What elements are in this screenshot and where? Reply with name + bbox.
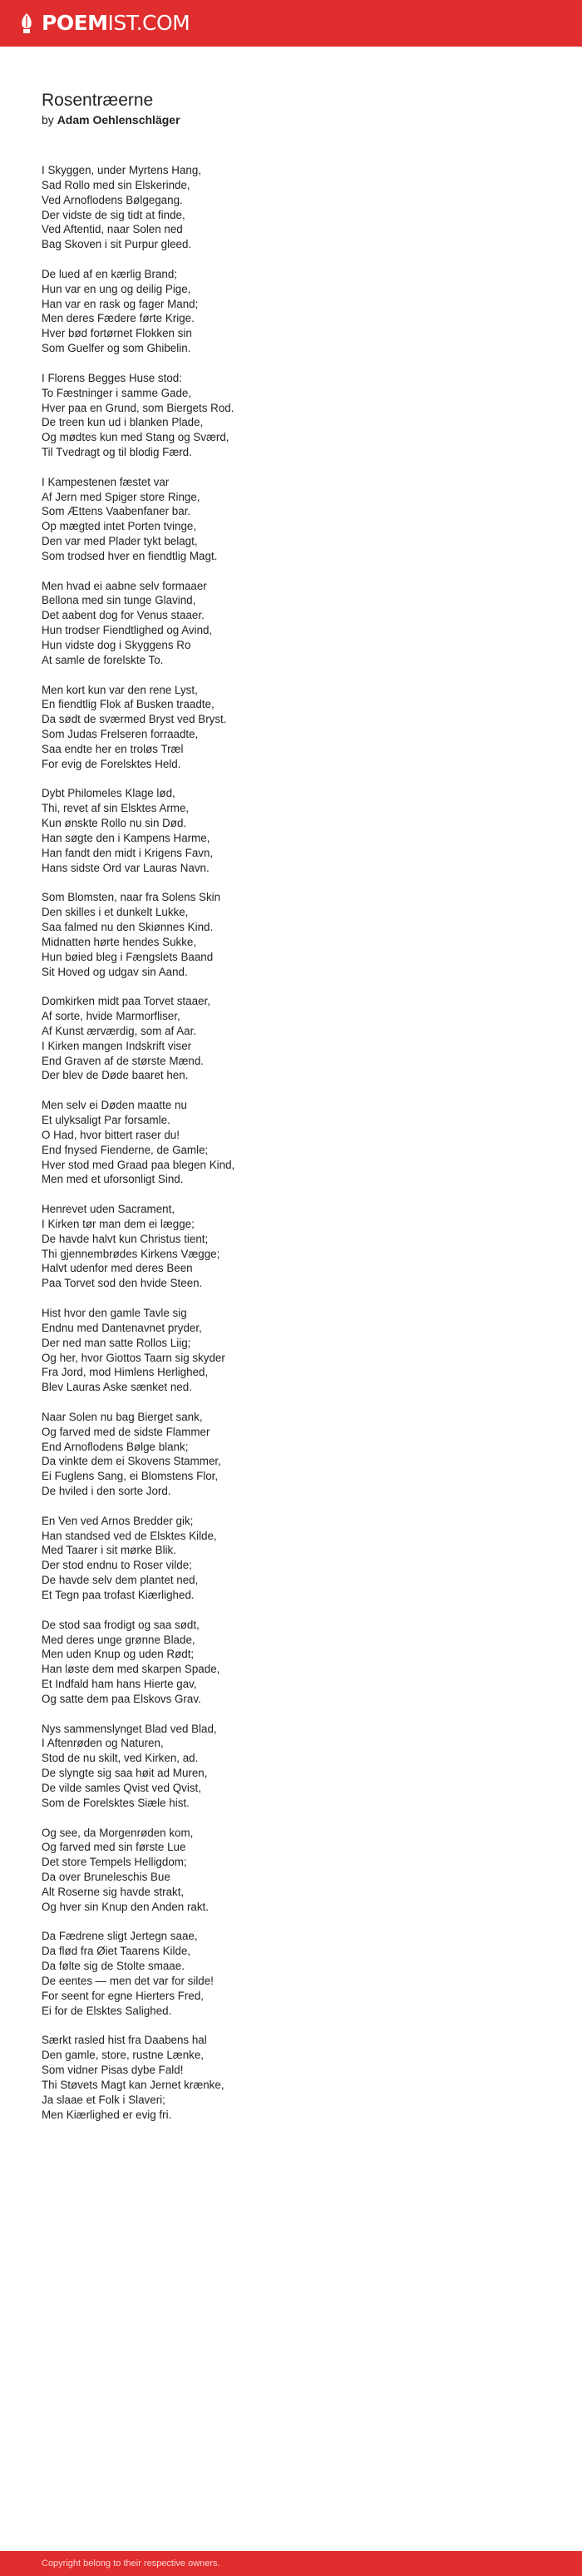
poem-line: En fiendtlig Flok af Busken traadte, xyxy=(42,698,215,711)
poem-line: Ja slaae et Folk i Slaveri; xyxy=(42,2093,165,2106)
poem-line: Saa falmed nu den Skiønnes Kind. xyxy=(42,921,214,934)
poem-line: Hver stod med Graad paa blegen Kind, xyxy=(42,1158,235,1171)
poem-line: Halvt udenfor med deres Been xyxy=(42,1262,193,1275)
poem-line: De hviled i den sorte Jord. xyxy=(42,1485,171,1498)
poem-line: De lued af en kærlig Brand; xyxy=(42,267,178,280)
poem-line: Han fandt den midt i Krigens Favn, xyxy=(42,846,214,859)
poem-line: Der vidste de sig tidt at finde, xyxy=(42,208,185,221)
stanza xyxy=(42,1410,540,1499)
poem-line: Som de Forelsktes Siæle hist. xyxy=(42,1796,190,1809)
quill-pen-icon xyxy=(18,12,35,34)
poem-line: Sit Hoved og udgav sin Aand. xyxy=(42,965,188,978)
poem-line: De eentes — men det var for silde! xyxy=(42,1974,214,1987)
poem-line: Til Tvedragt og til blodig Færd. xyxy=(42,446,192,459)
poem-line: Med deres unge grønne Blade, xyxy=(42,1633,195,1646)
poem-line: Thi, revet af sin Elsktes Arme, xyxy=(42,802,190,815)
poem-line: Endnu med Dantenavnet pryder, xyxy=(42,1321,202,1334)
poem-line: Da følte sig de Stolte smaae. xyxy=(42,1960,185,1973)
poem-line: Som trodsed hver en fiendtlig Magt. xyxy=(42,549,218,562)
poem-line: Et Indfald ham hans Hierte gav, xyxy=(42,1678,197,1691)
poem-line: Og farved med de sidste Flammer xyxy=(42,1425,210,1438)
poem-line: De treen kun ud i blanken Plade, xyxy=(42,416,204,429)
poem-line: Da vinkte dem ei Skovens Stammer, xyxy=(42,1455,221,1468)
stanza xyxy=(42,371,540,460)
poem-line: Der ned man satte Rollos Liig; xyxy=(42,1336,191,1349)
poem-line: Der stod endnu to Roser vilde; xyxy=(42,1559,192,1572)
poem-line: Som Blomsten, naar fra Solens Skin xyxy=(42,891,221,904)
poem-line: Dybt Philomeles Klage lød, xyxy=(42,787,175,800)
poem-content xyxy=(42,90,540,2137)
poem-line: Hist hvor den gamle Tavle sig xyxy=(42,1306,187,1319)
poem-line: Og satte dem paa Elskovs Grav. xyxy=(42,1692,201,1705)
poem-line: Ei Fuglens Sang, ei Blomstens Flor, xyxy=(42,1470,219,1483)
poem-line: Sad Rollo med sin Elskerinde, xyxy=(42,178,190,191)
poem-line: End Arnoflodens Bølge blank; xyxy=(42,1440,189,1453)
poem-line: Og see, da Morgenrøden kom, xyxy=(42,1826,194,1839)
poem-line: For evig de Forelsktes Held. xyxy=(42,757,181,770)
poem-line: Henrevet uden Sacrament, xyxy=(42,1203,175,1216)
byline xyxy=(42,111,540,128)
poem-line: I Skyggen, under Myrtens Hang, xyxy=(42,164,202,176)
poem-line: Bellona med sin tunge Glavind, xyxy=(42,594,196,607)
poem-line: I Florens Begges Huse stod: xyxy=(42,371,182,384)
poem-line: Hun var en ung og deilig Pige, xyxy=(42,282,191,295)
poem-line: Som Guelfer og som Ghibelin. xyxy=(42,342,191,355)
site-brand xyxy=(42,11,190,36)
poem-line: Men selv ei Døden maatte nu xyxy=(42,1099,187,1112)
poem-line: Naar Solen nu bag Bierget sank, xyxy=(42,1410,203,1423)
poem-line: Bag Skoven i sit Purpur gleed. xyxy=(42,238,192,251)
site-brand-bold: POEM xyxy=(42,11,108,35)
poem-line: Men kort kun var den rene Lyst, xyxy=(42,683,198,696)
poem-line: Af Kunst ærværdig, som af Aar. xyxy=(42,1024,197,1037)
poem-line: Som vidner Pisas dybe Fald! xyxy=(42,2064,184,2076)
poem-line: De havde halvt kun Christus tient; xyxy=(42,1232,209,1245)
poem-line: De slyngte sig saa høit ad Muren, xyxy=(42,1767,208,1780)
poem-line: Den gamle, store, rustne Lænke, xyxy=(42,2049,205,2062)
poem-line: Men Kiærlighed er evig fri. xyxy=(42,2108,172,2121)
poem-line: Han løste dem med skarpen Spade, xyxy=(42,1663,220,1676)
poem-line: Da Fædrene sligt Jertegn saae, xyxy=(42,1930,198,1943)
poem-line: De stod saa frodigt og saa sødt, xyxy=(42,1618,200,1631)
poem-line: Og hver sin Knup den Anden rakt. xyxy=(42,1900,209,1913)
poem-line: Den var med Plader tykt belagt, xyxy=(42,535,198,548)
top-bar xyxy=(0,0,582,47)
poem-line: Nys sammenslynget Blad ved Blad, xyxy=(42,1722,217,1735)
poem-line: Men med et uforsonligt Sind. xyxy=(42,1173,184,1186)
stanza xyxy=(42,267,540,356)
poem-line: O Had, hvor bittert raser du! xyxy=(42,1128,180,1141)
poem-line: Hun trodser Fiendtlighed og Avind, xyxy=(42,624,213,637)
poem-line: Han søgte den i Kampens Harme, xyxy=(42,831,210,844)
poem-line: Midnatten hørte hendes Sukke, xyxy=(42,935,197,948)
poem-line: Han var en rask og fager Mand; xyxy=(42,297,199,310)
poem-line: To Fæstninger i samme Gade, xyxy=(42,386,192,399)
poem-line: Et ulyksaligt Par forsamle. xyxy=(42,1114,170,1126)
poem-line: Da sødt de sværmed Bryst ved Bryst. xyxy=(42,713,227,726)
poem-line: Ved Aftentid, naar Solen ned xyxy=(42,223,183,236)
poem-line: Domkirken midt paa Torvet staaer, xyxy=(42,995,210,1008)
author-link[interactable]: Adam Oehlenschläger xyxy=(57,113,180,126)
poem-line: For seent for egne Hierters Fred, xyxy=(42,1989,204,2002)
poem-line: Ei for de Elsktes Salighed. xyxy=(42,2004,172,2017)
poem-line: Da flød fra Øiet Taarens Kilde, xyxy=(42,1945,191,1958)
site-logo-link[interactable] xyxy=(18,11,190,36)
poem-line: Af Jern med Spiger store Ringe, xyxy=(42,490,200,503)
copyright-text: Copyright belong to their respective owners. xyxy=(42,2559,220,2569)
footer-bar xyxy=(0,2551,582,2576)
poem-line: I Kirken mangen Indskrift viser xyxy=(42,1039,192,1052)
stanza xyxy=(42,579,540,668)
poem-line: I Kirken tør man dem ei lægge; xyxy=(42,1217,195,1230)
poem-line: Da over Bruneleschis Bue xyxy=(42,1871,170,1884)
poem-line: Thi Støvets Magt kan Jernet krænke, xyxy=(42,2078,224,2091)
poem-line: En Ven ved Arnos Bredder gik; xyxy=(42,1514,194,1527)
stanza xyxy=(42,786,540,875)
poem-line: Men deres Fædere førte Krige. xyxy=(42,312,195,325)
poem-line: Det store Tempels Helligdom; xyxy=(42,1856,187,1869)
poem-line: Som Judas Frelseren forraadte, xyxy=(42,728,199,741)
stanza xyxy=(42,1929,540,2018)
stanza xyxy=(42,1826,540,1915)
poem-line: Den skilles i et dunkelt Lukke, xyxy=(42,906,189,919)
poem-line: Med Taarer i sit mørke Blik. xyxy=(42,1544,176,1557)
poem-line: At samle de forelskte To. xyxy=(42,653,164,666)
poem-line: Der blev de Døde baaret hen. xyxy=(42,1069,189,1082)
stanza xyxy=(42,2033,540,2122)
poem-line: Kun ønskte Rollo nu sin Død. xyxy=(42,817,187,830)
stanza xyxy=(42,683,540,772)
stanza xyxy=(42,1618,540,1707)
stanza xyxy=(42,1306,540,1395)
poem-line: Et Tegn paa trofast Kiærlighed. xyxy=(42,1589,195,1601)
stanza xyxy=(42,1722,540,1811)
poem-line: Paa Torvet sod den hvide Steen. xyxy=(42,1277,203,1290)
poem-line: End Graven af de største Mænd. xyxy=(42,1054,204,1067)
poem-line: Men hvad ei aabne selv formaaer xyxy=(42,579,207,592)
stanza xyxy=(42,163,540,252)
poem-line: Fra Jord, mod Himlens Herlighed, xyxy=(42,1366,209,1379)
poem-line: De havde selv dem plantet ned, xyxy=(42,1574,199,1587)
byline-prefix: by xyxy=(42,113,57,126)
poem-title: Rosentræerne xyxy=(42,91,154,110)
poem-line: Og mødtes kun med Stang og Sværd, xyxy=(42,431,229,444)
poem-line: Stod de nu skilt, ved Kirken, ad. xyxy=(42,1752,199,1765)
poem-line: Hver bød fortørnet Flokken sin xyxy=(42,327,192,340)
stanza xyxy=(42,890,540,979)
poem-line: Det aabent dog for Venus staaer. xyxy=(42,609,205,622)
stanza xyxy=(42,1098,540,1187)
stanza xyxy=(42,475,540,564)
poem-line: Hver paa en Grund, som Biergets Rod. xyxy=(42,401,234,414)
poem-line: Men uden Knup og uden Rødt; xyxy=(42,1648,195,1661)
poem-line: Thi gjennembrødes Kirkens Vægge; xyxy=(42,1247,220,1260)
poem-line: Han standsed ved de Elsktes Kilde, xyxy=(42,1529,217,1542)
poem-line: Særkt rasled hist fra Daabens hal xyxy=(42,2034,207,2047)
poem-line: I Aftenrøden og Naturen, xyxy=(42,1737,164,1750)
poem-line: Hans sidste Ord var Lauras Navn. xyxy=(42,861,210,874)
poem-line: I Kampestenen fæstet var xyxy=(42,475,170,488)
poem-line: Ved Arnoflodens Bølgegang. xyxy=(42,193,183,206)
poem-line: Hun vidste dog i Skyggens Ro xyxy=(42,639,191,651)
poem-line: End fnysed Fienderne, de Gamle; xyxy=(42,1143,209,1156)
poem-line: Og her, hvor Giottos Taarn sig skyder xyxy=(42,1351,225,1364)
poem-line: Som Ættens Vaabenfaner bar. xyxy=(42,505,191,518)
poem-line: Saa endte her en troløs Træl xyxy=(42,742,184,755)
poem-line: Blev Lauras Aske sænket ned. xyxy=(42,1381,192,1394)
poem-line: De vilde samles Qvist ved Qvist, xyxy=(42,1781,201,1794)
poem-line: Alt Roserne sig havde strakt, xyxy=(42,1885,185,1898)
stanza xyxy=(42,1202,540,1291)
site-brand-light: IST.COM xyxy=(107,11,190,35)
stanza xyxy=(42,994,540,1083)
poem-body xyxy=(42,163,540,2122)
poem-line: Af sorte, hvide Marmorfliser, xyxy=(42,1010,180,1023)
poem-line: Og farved med sin første Lue xyxy=(42,1841,186,1854)
poem-line: Op mægted intet Porten tvinge, xyxy=(42,520,197,533)
stanza xyxy=(42,1514,540,1603)
poem-line: Hun bøied bleg i Fængslets Baand xyxy=(42,950,214,963)
